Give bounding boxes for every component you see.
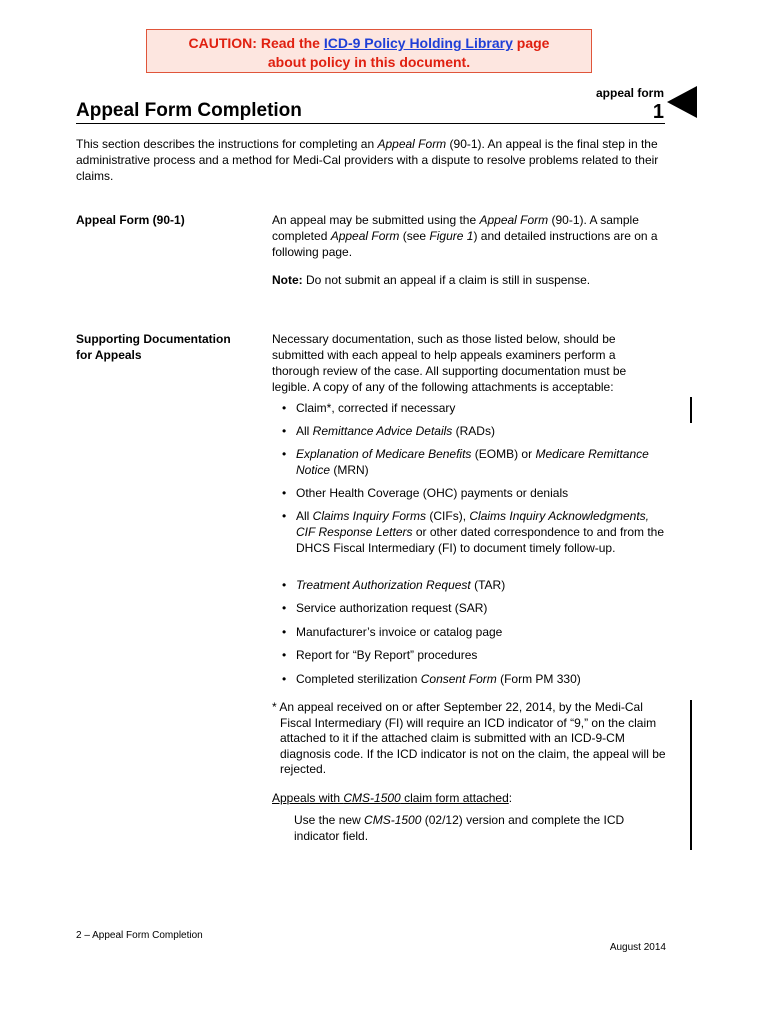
- icd9-library-link[interactable]: ICD-9 Policy Holding Library: [323, 35, 513, 51]
- icd-footnote: * An appeal received on or after September 22, 2014, by the Medi-Cal Fiscal Intermediary (FI) will require an ICD indicator of “9,” on the claim attached to it if the attached claim is submitted with an ICD-9-CM diagnosis code. If the ICD indicator is not on the claim, the appeal will be rejected.: [272, 700, 666, 776]
- supporting-label: Supporting Documentation for Appeals: [76, 332, 231, 362]
- cms-heading: Appeals with CMS-1500 claim form attached:: [272, 791, 513, 805]
- appeal-form-text: An appeal may be submitted using the Appeal Form (90-1). A sample completed Appeal Form (see Figure 1) and detailed instructions are on a following page.: [272, 213, 658, 259]
- change-bar: [690, 700, 692, 850]
- list-item: • All Remittance Advice Details (RADs): [282, 424, 495, 438]
- page-title: Appeal Form Completion: [76, 100, 302, 121]
- intro-paragraph: This section describes the instructions for completing an Appeal Form (90-1). An appeal is the final step in the administrative process and a method for Medi-Cal providers with a dispute to resolve problems related to their claims.: [76, 137, 659, 183]
- page-number: 1: [652, 101, 664, 123]
- list-item: • Other Health Coverage (OHC) payments or denials: [282, 486, 569, 500]
- list-item: • Claim*, corrected if necessary: [282, 401, 456, 415]
- supporting-text: Necessary documentation, such as those listed below, should be submitted with each appeal to help appeals examiners perform a thorough review of the case. All supporting documentation must be legible. A copy of any of the following attachments is acceptable:: [272, 332, 627, 394]
- list-item: • All Claims Inquiry Forms (CIFs), Claims Inquiry Acknowledgments, CIF Response Letters or other dated correspondence to and from the DHCS Fiscal Intermediary (FI) to document timely follow-up.: [282, 509, 665, 555]
- section-triangle-icon: [667, 86, 697, 118]
- cms-instructions: Use the new CMS-1500 (02/12) version and complete the ICD indicator field.: [294, 813, 625, 843]
- title-rule: [76, 123, 665, 124]
- note: Note: Do not submit an appeal if a claim is still in suspense.: [272, 273, 591, 287]
- section-tag: appeal form: [595, 86, 664, 100]
- list-item: • Report for “By Report” procedures: [282, 648, 478, 662]
- caution-banner: [146, 29, 592, 73]
- appeal-form-label: Appeal Form (90-1): [76, 213, 185, 227]
- list-item: • Explanation of Medicare Benefits (EOMB) or Medicare Remittance Notice (MRN): [282, 447, 649, 477]
- list-item: • Service authorization request (SAR): [282, 601, 488, 615]
- caution-line-1: CAUTION: Read the ICD-9 Policy Holding Library page: [188, 35, 550, 51]
- list-item: • Completed sterilization Consent Form (Form PM 330): [282, 672, 581, 686]
- list-item: • Treatment Authorization Request (TAR): [282, 578, 506, 592]
- footer-right: August 2014: [609, 942, 666, 953]
- footer-left: 2 – Appeal Form Completion: [76, 930, 203, 941]
- list-item: • Manufacturer’s invoice or catalog page: [282, 625, 503, 639]
- change-bar: [690, 397, 692, 423]
- caution-line-2: about policy in this document.: [267, 54, 471, 70]
